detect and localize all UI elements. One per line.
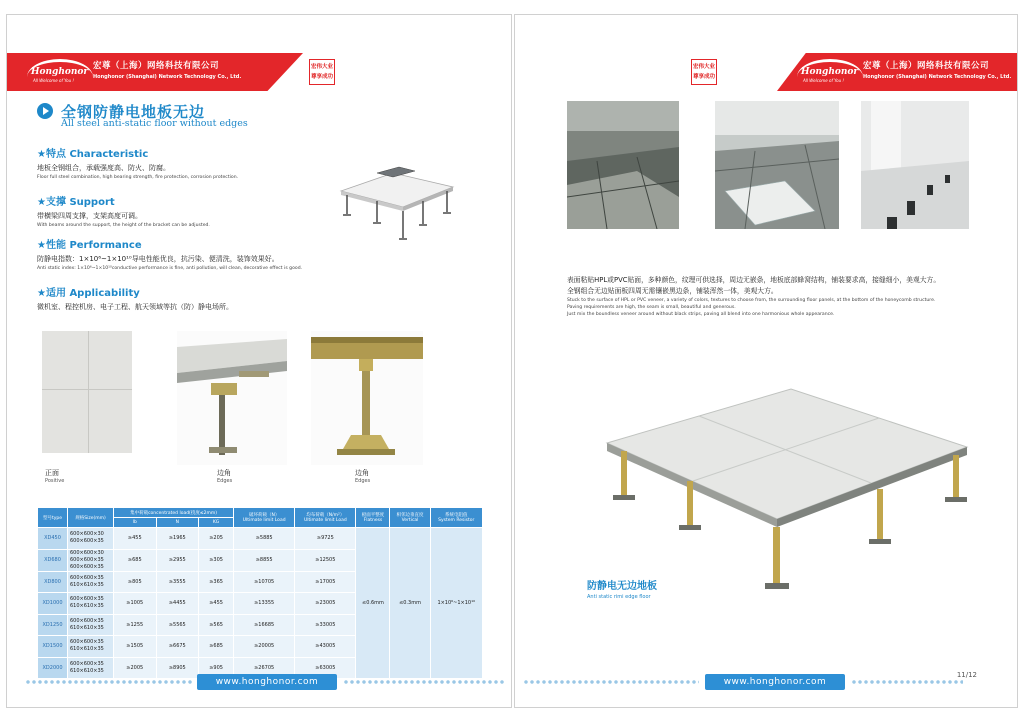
cell-uniform: ≥9725 bbox=[295, 528, 356, 550]
cell-size: 600×600×35 610×610×35 bbox=[68, 593, 114, 615]
cell-lb: ≥1005 bbox=[114, 593, 157, 615]
caption-cn: 边角 bbox=[355, 469, 369, 477]
company-name bbox=[93, 59, 241, 80]
cell-uniform: ≥63005 bbox=[295, 657, 356, 679]
cell-ultimate: ≥20005 bbox=[234, 636, 295, 658]
cell-kg: ≥685 bbox=[199, 636, 234, 658]
install-photo-1-image bbox=[567, 101, 679, 229]
footer-url-link[interactable]: www.honghonor.com bbox=[705, 674, 845, 690]
caption-positive bbox=[45, 468, 64, 484]
floor-caption-en: Anti static rimi edge floor bbox=[587, 594, 651, 600]
caption-edges-1 bbox=[217, 468, 232, 484]
install-photo-2-image bbox=[715, 101, 839, 229]
page-number: 11/12 bbox=[956, 671, 977, 679]
spec-table bbox=[37, 507, 483, 679]
company-name bbox=[863, 59, 1011, 80]
cell-ultimate: ≥16685 bbox=[234, 614, 295, 636]
company-name-cn: 宏尊（上海）网络科技有限公司 bbox=[863, 61, 990, 71]
cell-kg: ≥365 bbox=[199, 571, 234, 593]
cell-n: ≥8905 bbox=[156, 657, 199, 679]
company-logo bbox=[797, 59, 863, 85]
footer-dots bbox=[25, 679, 193, 685]
cell-uniform: ≥12505 bbox=[295, 549, 356, 571]
footer-dots bbox=[343, 679, 505, 685]
logo-word: Honghonor bbox=[801, 67, 859, 77]
footer-left bbox=[25, 672, 505, 692]
cell-flatness: ≤0.6mm bbox=[356, 528, 390, 679]
th-vertical: 相邻边垂直度 Vertical bbox=[390, 508, 430, 528]
cell-n: ≥3555 bbox=[156, 571, 199, 593]
cell-size: 600×600×35 610×610×35 bbox=[68, 571, 114, 593]
company-name-en: Honghonor (Shanghai) Network Technology Co., Ltd. bbox=[863, 74, 1012, 80]
description-en-1: Stuck to the surface of HPL or PVC veneer, a variety of colors, textures to choose from, the surrounding floor panels, at the bottom of the honeycomb structure. bbox=[567, 298, 936, 303]
cell-uniform: ≥43005 bbox=[295, 636, 356, 658]
footer-dots bbox=[523, 679, 699, 685]
cell-kg: ≥455 bbox=[199, 593, 234, 615]
th-flatness: 板面平整度 Flatness bbox=[356, 508, 390, 528]
cell-ultimate: ≥8855 bbox=[234, 549, 295, 571]
th-ultimate: 破坏荷载（N） Ultimate limit Load bbox=[234, 508, 295, 528]
product-title-en: All steel anti-static floor without edges bbox=[61, 118, 248, 129]
cell-ultimate: ≥26705 bbox=[234, 657, 295, 679]
cell-resistance: 1×10⁶~1×10¹⁰ bbox=[430, 528, 482, 679]
description-en-2: Paving requirements are high, the seam is small, beautiful and generous. bbox=[567, 305, 736, 310]
cell-size: 600×600×35 610×610×35 bbox=[68, 636, 114, 658]
caption-en: Edges bbox=[355, 478, 371, 484]
cell-n: ≥5565 bbox=[156, 614, 199, 636]
product-title-cn: 全钢防静电地板无边 bbox=[61, 103, 206, 121]
section-text-en: Anti static index: 1×10⁶~1×10¹⁰conductive performance is fine, anti pollution, will clean, decorative effect is good. bbox=[37, 266, 303, 271]
caption-cn: 边角 bbox=[217, 469, 231, 477]
edge-photo-image bbox=[177, 331, 287, 465]
section-text-en: With beams around the support, the height of the bracket can be adjusted. bbox=[37, 223, 210, 228]
section-support bbox=[37, 193, 357, 228]
cell-lb: ≥1505 bbox=[114, 636, 157, 658]
company-name-en: Honghonor (Shanghai) Network Technology Co., Ltd. bbox=[93, 74, 242, 80]
th-load: 集中荷载concentrated load(挠度≤2mm) bbox=[114, 508, 234, 518]
th-resistance: 系统电阻值 System Resistor bbox=[430, 508, 482, 528]
th-size: 规格Size(mm) bbox=[68, 508, 114, 528]
cell-model: XD800 bbox=[38, 571, 68, 593]
product-description bbox=[567, 275, 1007, 318]
section-applicability bbox=[37, 284, 357, 312]
cell-lb: ≥1255 bbox=[114, 614, 157, 636]
cell-lb: ≥685 bbox=[114, 549, 157, 571]
cell-ultimate: ≥10705 bbox=[234, 571, 295, 593]
table-row bbox=[38, 528, 483, 550]
cell-ultimate: ≥13355 bbox=[234, 593, 295, 615]
cell-kg: ≥905 bbox=[199, 657, 234, 679]
caption-en: Edges bbox=[217, 478, 233, 484]
logo-tagline: All Welcome of You ! bbox=[33, 78, 75, 83]
company-seal: 宏伟大业 尊享成功 bbox=[309, 59, 335, 85]
cell-size: 600×600×30 600×600×35 600×600×35 bbox=[68, 549, 114, 571]
section-performance bbox=[37, 236, 357, 271]
th-uniform: 均布荷载（N/m²） Ultimate limit Load bbox=[295, 508, 356, 528]
company-name-cn: 宏尊（上海）网络科技有限公司 bbox=[93, 61, 220, 71]
section-text-cn: 带横梁四周支撑，支架高度可调。 bbox=[37, 212, 142, 220]
caption-cn: 正面 bbox=[45, 469, 59, 477]
cell-n: ≥2955 bbox=[156, 549, 199, 571]
section-text-cn: 微机室、程控机房、电子工程、航天领域等抗（防）静电场所。 bbox=[37, 303, 233, 311]
company-logo bbox=[27, 59, 93, 85]
description-cn-2: 全钢组合无边贴面板四周无需镶嵌黑边条，铺装浑然一体，美观大方。 bbox=[567, 287, 778, 295]
play-arrow-icon bbox=[37, 103, 53, 119]
floor-caption bbox=[587, 577, 657, 600]
section-text-cn: 地板全钢组合，承载强度高、防火、防腐。 bbox=[37, 164, 170, 172]
section-heading: ★支撑 Support bbox=[37, 197, 115, 208]
cell-kg: ≥305 bbox=[199, 549, 234, 571]
section-characteristic bbox=[37, 145, 357, 180]
panel-front-image bbox=[42, 331, 132, 453]
th-kg: KG bbox=[199, 518, 234, 528]
section-text-cn: 防静电指数：1×10⁶~1×10¹⁰导电性能优良，抗污染、便清洗，装饰效果好。 bbox=[37, 255, 279, 263]
company-seal: 宏伟大业 尊享成功 bbox=[691, 59, 717, 85]
install-photo-3-image bbox=[861, 101, 969, 229]
cell-model: XD450 bbox=[38, 528, 68, 550]
cell-kg: ≥205 bbox=[199, 528, 234, 550]
cell-uniform: ≥23005 bbox=[295, 593, 356, 615]
floor-caption-cn: 防静电无边地板 bbox=[587, 581, 657, 592]
cell-model: XD2000 bbox=[38, 657, 68, 679]
section-heading: ★适用 Applicability bbox=[37, 288, 140, 299]
footer-right bbox=[523, 672, 963, 692]
description-en-3: Just mix the boundless veneer around without black strips, paving all blend into one harmonious whole appearance. bbox=[567, 312, 835, 317]
cell-uniform: ≥33005 bbox=[295, 614, 356, 636]
logo-word: Honghonor bbox=[31, 67, 89, 77]
edge-corner-photo-image bbox=[311, 331, 423, 465]
description-cn-1: 表面粘贴HPL或PVC贴面，多种颜色，纹理可供选择，周边无嵌条，地板底部蜂窝结构，铺装要求高，接缝细小，美观大方。 bbox=[567, 276, 941, 284]
cell-n: ≥6675 bbox=[156, 636, 199, 658]
cell-size: 600×600×35 610×610×35 bbox=[68, 657, 114, 679]
cell-size: 600×600×35 610×610×35 bbox=[68, 614, 114, 636]
cell-lb: ≥2005 bbox=[114, 657, 157, 679]
section-heading: ★性能 Performance bbox=[37, 240, 142, 251]
cell-lb: ≥455 bbox=[114, 528, 157, 550]
th-model: 型号type bbox=[38, 508, 68, 528]
cell-vertical: ≤0.3mm bbox=[390, 528, 430, 679]
floor-thumbnail-image bbox=[337, 163, 457, 243]
cell-n: ≥1965 bbox=[156, 528, 199, 550]
caption-edges-2 bbox=[355, 468, 370, 484]
section-heading: ★特点 Characteristic bbox=[37, 149, 149, 160]
caption-en: Positive bbox=[45, 478, 65, 484]
section-text-en: Floor full steel combination, high bearing strength, fire protection, corrosion protection. bbox=[37, 175, 239, 180]
cell-model: XD1000 bbox=[38, 593, 68, 615]
cell-kg: ≥565 bbox=[199, 614, 234, 636]
cell-uniform: ≥17005 bbox=[295, 571, 356, 593]
cell-n: ≥4455 bbox=[156, 593, 199, 615]
th-lb: lb bbox=[114, 518, 157, 528]
left-page bbox=[6, 14, 512, 708]
cell-size: 600×600×30 600×600×35 bbox=[68, 528, 114, 550]
footer-url-link[interactable]: www.honghonor.com bbox=[197, 674, 337, 690]
th-n: N bbox=[156, 518, 199, 528]
cell-model: XD1500 bbox=[38, 636, 68, 658]
cell-model: XD680 bbox=[38, 549, 68, 571]
logo-tagline: All Welcome of You ! bbox=[803, 78, 845, 83]
right-page bbox=[514, 14, 1018, 708]
cell-lb: ≥805 bbox=[114, 571, 157, 593]
cell-model: XD1250 bbox=[38, 614, 68, 636]
footer-dots bbox=[851, 679, 963, 685]
cell-ultimate: ≥5885 bbox=[234, 528, 295, 550]
